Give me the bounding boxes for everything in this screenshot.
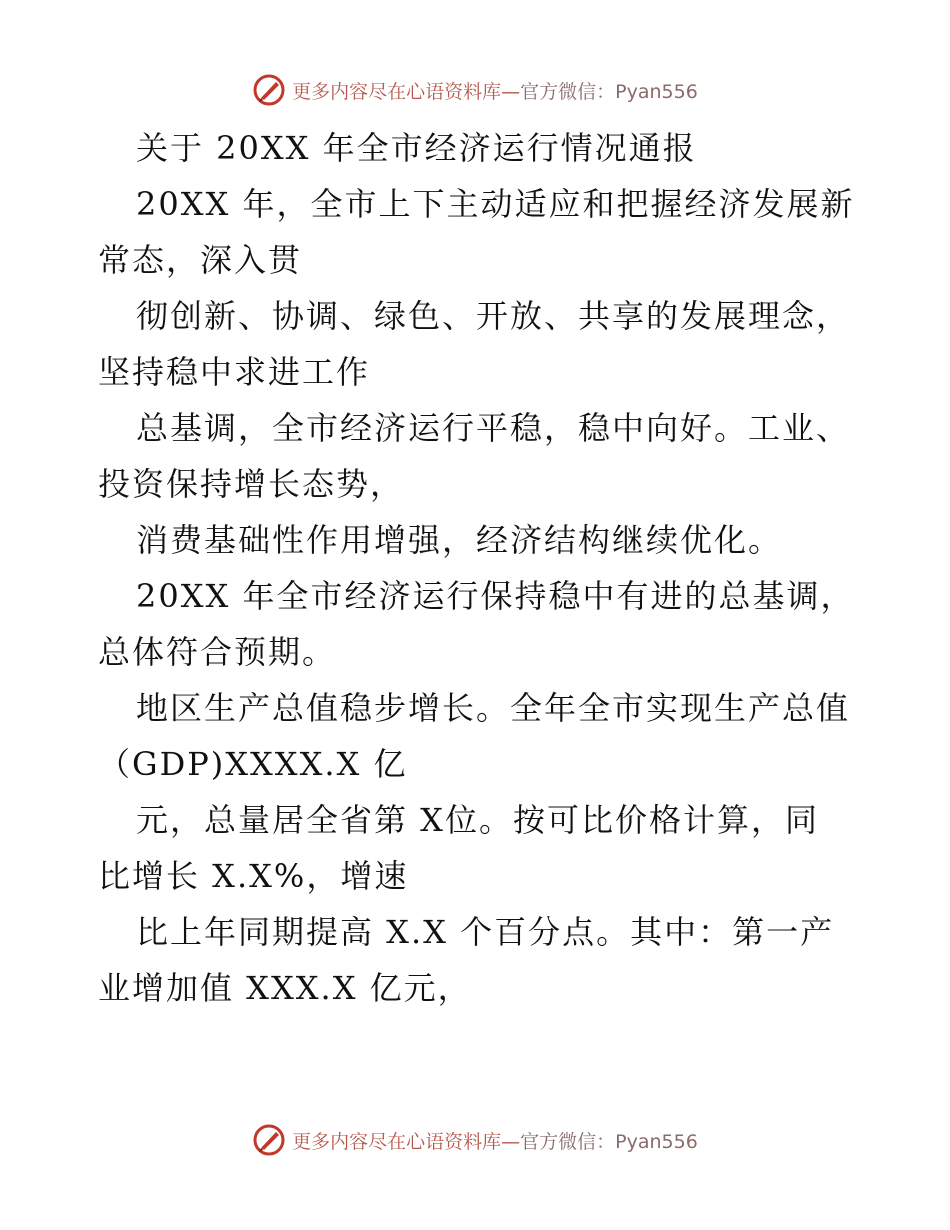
- footer-banner: [0, 1120, 950, 1160]
- paragraph-line: 业增加值 XXX.X 亿元，: [98, 969, 472, 1007]
- paragraph-line: 20XX 年全市经济运行保持稳中有进的总基调，: [136, 577, 855, 615]
- paragraph-line: 常态，深入贯: [98, 241, 303, 279]
- paragraph-line: 总基调，全市经济运行平稳，稳中向好。工业、: [136, 409, 851, 447]
- paragraph-line: 消费基础性作用增强，经济结构继续优化。: [136, 521, 783, 559]
- banner-wechat-text: 官方微信：Pyan556: [520, 80, 698, 103]
- paragraph-line: 20XX 年，全市上下主动适应和把握经济发展新: [136, 185, 855, 223]
- red-quill-logo-icon: [252, 73, 286, 107]
- banner-main-text: 更多内容尽在心语资料库—: [292, 80, 521, 103]
- paragraph-line: 投资保持增长态势，: [98, 465, 405, 503]
- paragraph-line: 总体符合预期。: [98, 633, 337, 671]
- banner-text: [292, 77, 698, 104]
- paragraph-line: 彻创新、协调、绿色、开放、共享的发展理念，: [136, 297, 851, 335]
- banner-wechat-text: 官方微信：Pyan556: [520, 1130, 698, 1153]
- paragraph-line: 地区生产总值稳步增长。全年全市实现生产总值: [136, 689, 851, 727]
- document-body: [98, 120, 858, 1016]
- banner-main-text: 更多内容尽在心语资料库—: [292, 1130, 521, 1153]
- paragraph-line: （GDP)XXXX.X 亿: [98, 745, 408, 783]
- banner-text: [292, 1127, 698, 1154]
- document-title: 关于 20XX 年全市经济运行情况通报: [136, 129, 697, 167]
- paragraph-line: 坚持稳中求进工作: [98, 353, 371, 391]
- paragraph-line: 比增长 X.X%，增速: [98, 857, 409, 895]
- paragraph-line: 元，总量居全省第 X位。按可比价格计算，同: [136, 801, 819, 839]
- header-banner: [0, 70, 950, 110]
- red-quill-logo-icon: [252, 1123, 286, 1157]
- paragraph-line: 比上年同期提高 X.X 个百分点。其中：第一产: [136, 913, 835, 951]
